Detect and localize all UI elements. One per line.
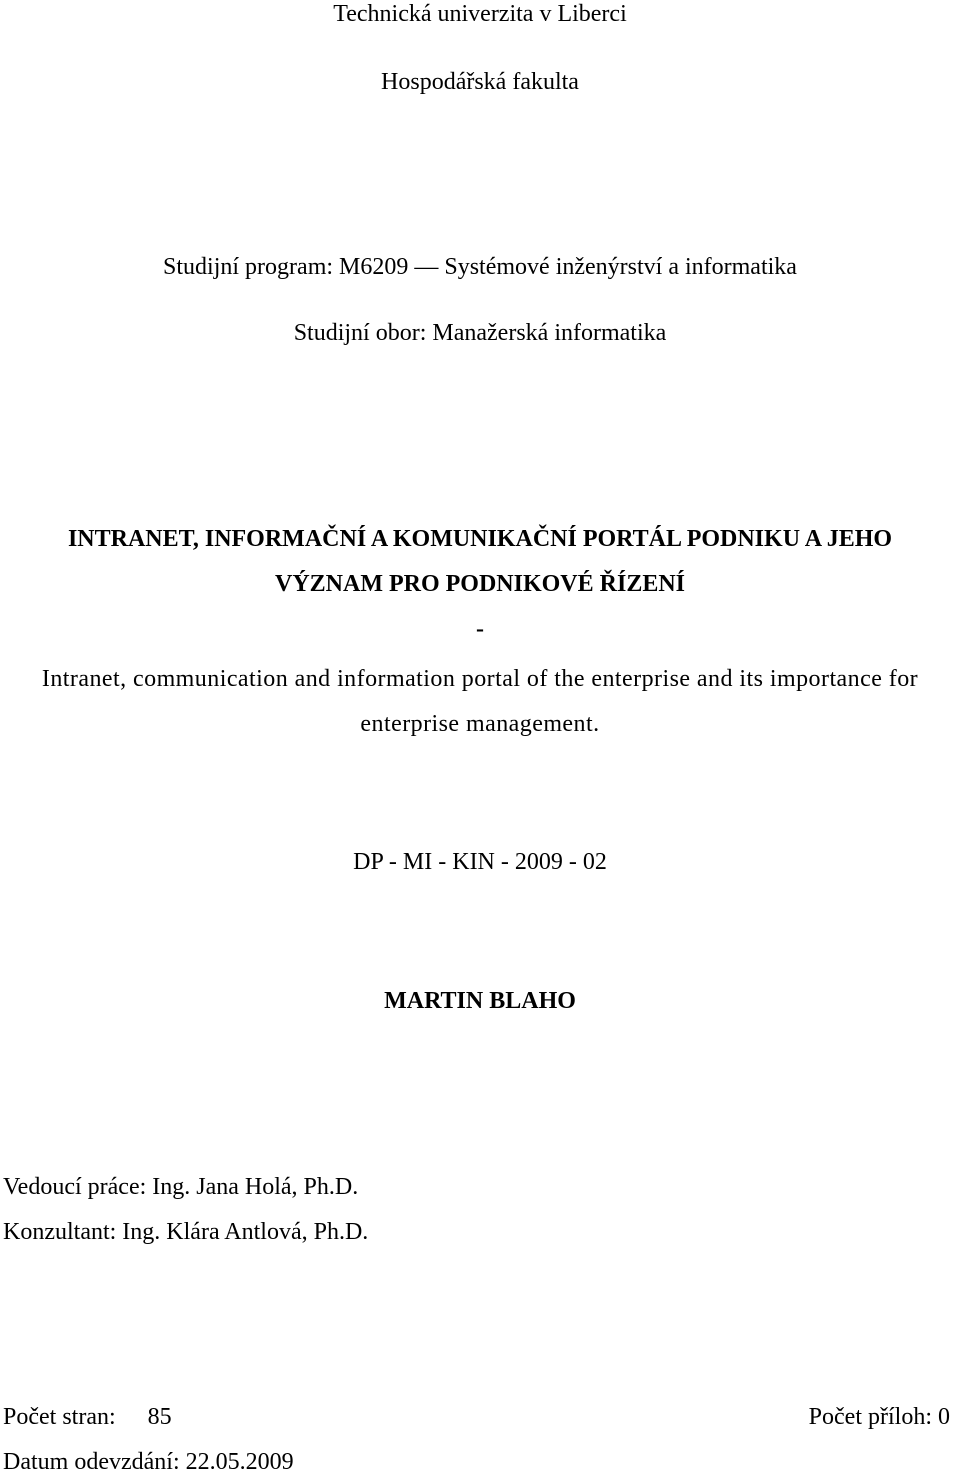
submission-date-value: 22.05.2009 [185, 1449, 294, 1475]
study-program: Studijní program: M6209 — Systémové inženýrství a informatika [163, 254, 797, 280]
submission-date [3, 1450, 294, 1474]
page-count-value: 85 [147, 1404, 172, 1430]
supervisor: Vedoucí práce: Ing. Jana Holá, Ph.D. [3, 1174, 359, 1200]
submission-date-label: Datum odevzdání: [3, 1449, 180, 1475]
thesis-code: DP - MI - KIN - 2009 - 02 [353, 849, 607, 875]
thesis-title-czech-line2: VÝZNAM PRO PODNIKOVÉ ŘÍZENÍ [274, 571, 685, 597]
page-count-label: Počet stran: [3, 1404, 116, 1430]
study-field: Studijní obor: Manažerská informatika [293, 320, 667, 346]
attachment-count: Počet příloh: 0 [808, 1404, 950, 1430]
title-separator: - [476, 616, 484, 642]
consultant: Konzultant: Ing. Klára Antlová, Ph.D. [3, 1219, 369, 1245]
thesis-title-czech-line1: INTRANET, INFORMAČNÍ A KOMUNIKAČNÍ PORTÁL PODNIKU A JEHO [67, 526, 893, 552]
thesis-title-english-line2: enterprise management. [360, 711, 600, 737]
thesis-title-english-line1: Intranet, communication and information portal of the enterprise and its importance for [41, 666, 919, 692]
author-name: MARTIN BLAHO [384, 988, 576, 1014]
page-count [3, 1405, 172, 1429]
faculty-name: Hospodářská fakulta [381, 69, 579, 95]
university-name: Technická univerzita v Liberci [333, 1, 627, 27]
